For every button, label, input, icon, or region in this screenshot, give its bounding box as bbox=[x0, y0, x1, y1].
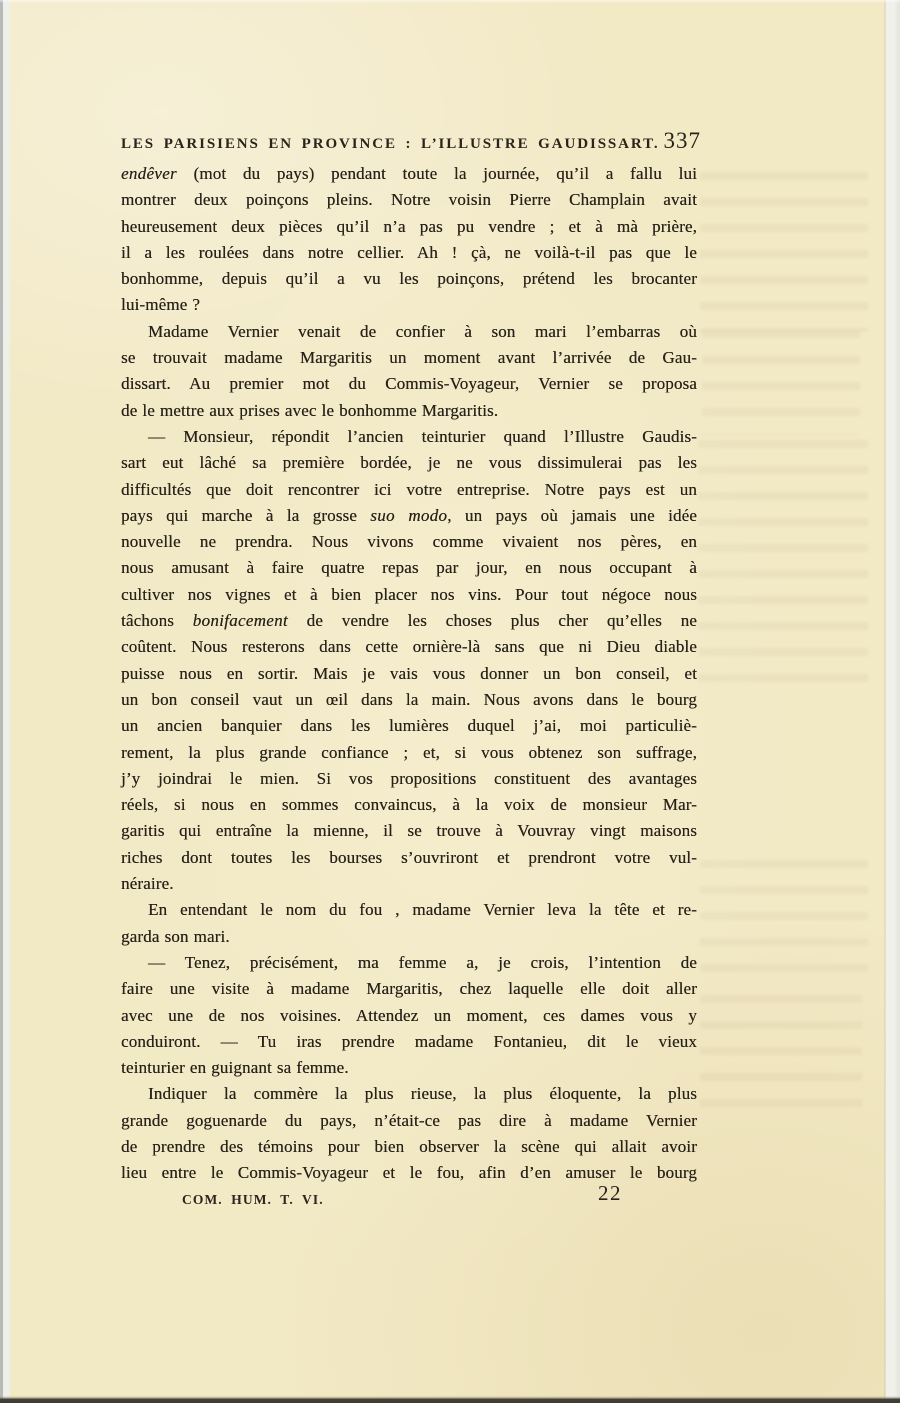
paragraph bbox=[121, 1081, 697, 1186]
text-run: nous amusant à faire quatre repas par jour, en nous occupant à bbox=[121, 558, 697, 578]
text-run: Indiquer la commère la plus rieuse, la plus éloquente, la plus bbox=[148, 1084, 697, 1104]
volume-label: COM. HUM. T. VI. bbox=[182, 1192, 324, 1207]
text-line bbox=[121, 424, 697, 450]
sheet-number: 22 bbox=[598, 1181, 622, 1205]
italic-text-run: suo modo bbox=[370, 505, 448, 525]
text-line bbox=[121, 976, 697, 1002]
scan-edge-right bbox=[884, 0, 900, 1403]
text-line bbox=[121, 766, 697, 792]
text-run: se trouvait madame Margaritis un moment avant l’arrivée de Gau- bbox=[121, 348, 697, 368]
scan-edge-left bbox=[0, 0, 11, 1403]
show-through-text bbox=[698, 440, 868, 690]
text-run: — Monsieur, répondit l’ancien teinturier quand l’Illustre Gaudis- bbox=[148, 426, 697, 446]
text-run: j’y joindrai le mien. Si vos propositions constituent des avantages bbox=[121, 768, 697, 788]
text-run: réels, si nous en sommes convaincus, à la voix de monsieur Mar- bbox=[121, 795, 697, 815]
text-run: nouvelle ne prendra. Nous vivons comme vivaient nos pères, en bbox=[121, 532, 697, 552]
text-line bbox=[121, 555, 697, 581]
text-run: lui-même ? bbox=[121, 295, 201, 315]
text-run: grande goguenarde du pays, n’était-ce pas dire à madame Vernier bbox=[121, 1110, 697, 1130]
italic-text-run: endêver bbox=[121, 164, 177, 183]
text-run: Madame Vernier venait de confier à son mari l’embarras où bbox=[148, 321, 697, 341]
show-through-text bbox=[700, 995, 862, 1125]
text-run: En entendant le nom du fou , madame Vernier leva la tête et re- bbox=[148, 900, 697, 920]
page-number: 337 bbox=[663, 128, 701, 153]
text-line bbox=[121, 792, 697, 818]
show-through-text bbox=[700, 172, 868, 332]
text-line bbox=[121, 1055, 697, 1081]
text-line bbox=[121, 1003, 697, 1029]
text-block bbox=[121, 161, 697, 1187]
text-line bbox=[121, 661, 697, 687]
text-line bbox=[121, 529, 697, 555]
paragraph bbox=[121, 319, 697, 424]
text-line bbox=[121, 1081, 697, 1107]
paragraph bbox=[121, 950, 697, 1081]
italic-text-run: bonifacement bbox=[192, 611, 288, 631]
text-run: avec une de nos voisines. Attendez un moment, ces dames vous y bbox=[121, 1005, 697, 1025]
running-title: LES PARISIENS EN PROVINCE : L’ILLUSTRE GAUDISSART. bbox=[121, 136, 660, 152]
text-line bbox=[121, 950, 697, 976]
text-line bbox=[121, 1029, 697, 1055]
text-run: garitis qui entraîne la mienne, il se trouve à Vouvray vingt maisons bbox=[121, 821, 697, 841]
scan-edge-top bbox=[0, 0, 900, 3]
text-line bbox=[121, 477, 697, 503]
text-line bbox=[121, 214, 697, 240]
show-through-text bbox=[702, 330, 860, 435]
page-header bbox=[121, 128, 701, 154]
text-line bbox=[121, 818, 697, 844]
text-line bbox=[121, 897, 697, 923]
text-run: pays qui marche à la grosse bbox=[121, 505, 371, 525]
text-line bbox=[121, 608, 697, 634]
text-run: difficultés que doit rencontrer ici votre entreprise. Notre pays est un bbox=[121, 479, 697, 499]
text-line bbox=[121, 740, 697, 766]
text-line bbox=[121, 371, 697, 397]
text-line bbox=[121, 319, 697, 345]
text-line bbox=[121, 240, 697, 266]
paragraph bbox=[121, 424, 697, 897]
text-run: sart eut lâché sa première bordée, je ne vous dissimulerai pas les bbox=[121, 453, 697, 473]
text-run: un ancien banquier dans les lumières duquel j’ai, moi particuliè- bbox=[121, 716, 697, 736]
text-line bbox=[121, 266, 697, 292]
text-run: un bon conseil vaut un œil dans la main. Nous avons dans le bourg bbox=[121, 689, 697, 709]
scan-edge-bottom bbox=[0, 1396, 900, 1403]
text-line bbox=[121, 713, 697, 739]
text-run: teinturier en guignant sa femme. bbox=[121, 1058, 349, 1078]
paragraph bbox=[121, 897, 697, 950]
text-line bbox=[121, 503, 697, 529]
text-run: , un pays où jamais une idée bbox=[447, 505, 697, 525]
text-run: montrer deux poinçons pleins. Notre voisin Pierre Champlain avait bbox=[121, 190, 697, 210]
text-run: il a les roulées dans notre cellier. Ah ! çà, ne voilà-t-il pas que le bbox=[121, 242, 697, 262]
text-run: coûtent. Nous resterons dans cette ornière-là sans que ni Dieu diable bbox=[121, 637, 697, 657]
text-run: cultiver nos vignes et à bien placer nos vins. Pour tout négoce nous bbox=[121, 584, 697, 604]
text-line bbox=[121, 924, 697, 950]
show-through-text bbox=[700, 860, 868, 985]
text-run: lieu entre le Commis-Voyageur et le fou, afin d’en amuser le bourg bbox=[121, 1163, 697, 1183]
text-run: faire une visite à madame Margaritis, chez laquelle elle doit aller bbox=[121, 979, 697, 999]
text-line bbox=[121, 1108, 697, 1134]
text-run: heureusement deux pièces qu’il n’a pas pu vendre ; et à mà prière, bbox=[121, 216, 697, 236]
text-line bbox=[121, 687, 697, 713]
text-line bbox=[121, 187, 697, 213]
text-run: de prendre des témoins pour bien observer la scène qui allait avoir bbox=[121, 1136, 697, 1156]
text-line bbox=[121, 292, 697, 318]
text-run: de vendre les choses plus cher qu’elles ne bbox=[287, 611, 697, 631]
text-line bbox=[121, 398, 697, 424]
text-run: garda son mari. bbox=[121, 926, 230, 946]
text-line bbox=[121, 1134, 697, 1160]
text-run: rement, la plus grande confiance ; et, si vous obtenez son suffrage, bbox=[121, 742, 697, 762]
text-run: bonhomme, depuis qu’il a vu les poinçons, prétend les brocanter bbox=[121, 269, 697, 289]
text-line bbox=[121, 845, 697, 871]
text-line bbox=[121, 634, 697, 660]
text-line bbox=[121, 161, 697, 187]
text-run: néraire. bbox=[121, 874, 174, 894]
text-line bbox=[121, 871, 697, 897]
text-run: conduiront. — Tu iras prendre madame Fontanieu, dit le vieux bbox=[121, 1031, 697, 1051]
paragraph bbox=[121, 161, 697, 319]
text-run: tâchons bbox=[121, 611, 193, 631]
text-run: de le mettre aux prises avec le bonhomme Margaritis. bbox=[121, 400, 499, 420]
text-run: dissart. Au premier mot du Commis-Voyageur, Vernier se proposa bbox=[121, 374, 697, 394]
text-run: (mot du pays) pendant toute la journée, qu’il a fallu lui bbox=[176, 164, 697, 183]
text-run: — Tenez, précisément, ma femme a, je crois, l’intention de bbox=[148, 952, 697, 972]
text-run: puisse nous en sortir. Mais je vais vous donner un bon conseil, et bbox=[121, 663, 697, 683]
text-line bbox=[121, 450, 697, 476]
text-line bbox=[121, 345, 697, 371]
text-line bbox=[121, 582, 697, 608]
text-run: riches dont toutes les bourses s’ouvriront et prendront votre vul- bbox=[121, 847, 697, 867]
